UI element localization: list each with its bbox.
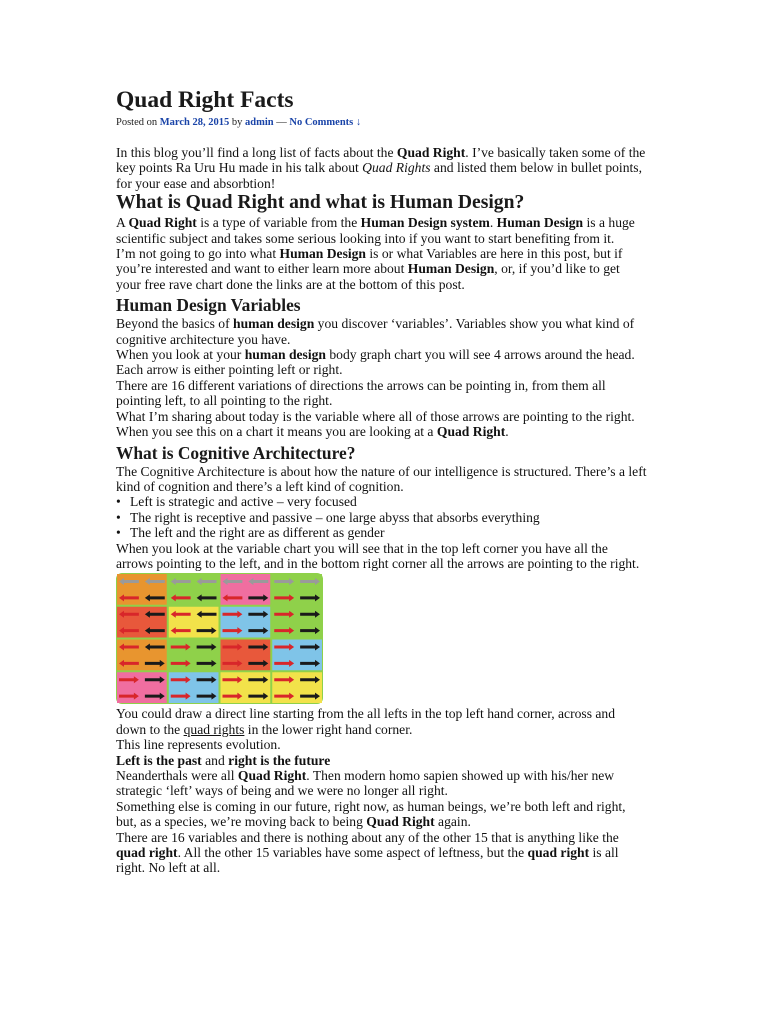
meta-dash: — <box>276 117 287 128</box>
s1-paragraph-1: A Quad Right is a type of variable from the Human Design system. Human Design is a huge scientific subject and takes some serious looking into if you want to start benefiting from it. <box>116 215 635 246</box>
grid-cell <box>117 574 167 605</box>
s2-paragraph-2: When you look at your human design body graph chart you will see 4 arrows around the head. Each arrow is either pointing left or right. <box>116 347 635 378</box>
heading-what-is-quad-right: What is Quad Right and what is Human Design? <box>116 192 525 214</box>
s3-paragraph-1: The Cognitive Architecture is about how the nature of our intelligence is structured. There’s a left kind of cognition and there’s a left kind of cognition. <box>116 463 647 494</box>
grid-cell <box>221 640 271 671</box>
after-paragraph-1: You could draw a direct line starting from the all lefts in the top left hand corner, across and down to the quad rights in the lower right hand corner. <box>116 706 616 737</box>
after-paragraph-3: Left is the past and right is the future <box>116 752 331 768</box>
s2-paragraph-1: Beyond the basics of human design you discover ‘variables’. Variables show you what kind of cognitive architecture you have. <box>116 316 635 347</box>
author-link[interactable]: admin <box>245 117 274 128</box>
list-item: • Left is strategic and active – very focused <box>116 494 648 509</box>
comments-link[interactable]: No Comments ↓ <box>289 117 362 128</box>
post-meta <box>116 116 648 129</box>
grid-cell <box>169 640 219 671</box>
grid-cell <box>221 574 271 605</box>
variable-chart-image <box>116 573 323 704</box>
post-title: Quad Right Facts <box>116 87 294 113</box>
grid-cell <box>221 607 271 638</box>
after-paragraph-2: This line represents evolution. <box>116 737 281 753</box>
grid-cell <box>272 640 322 671</box>
list-item: • The right is receptive and passive – one large abyss that absorbs everything <box>116 510 648 525</box>
s2-paragraph-3: There are 16 different variations of directions the arrows can be pointing in, from them all pointing left, to all pointing to the right. <box>116 377 606 409</box>
bullet-list <box>116 494 648 540</box>
grid-cell <box>272 673 322 704</box>
s2-paragraph-4: What I’m sharing about today is the variable where all of those arrows are pointing to the right. When you see this on a chart it means you are looking at a Quad Right. <box>116 408 635 440</box>
grid-cell <box>117 607 167 638</box>
after-paragraph-4: Neanderthals were all Quad Right. Then modern homo sapien showed up with his/her new strategic ‘left’ ways of being and we were no longer all right. <box>116 767 615 799</box>
grid-cell <box>272 607 322 638</box>
intro-paragraph: In this blog you’ll find a long list of facts about the Quad Right. I’ve basically taken some of the key points Ra Uru Hu made in his talk about Quad Rights and listed them below in bullet points, for your ease and absorbtion! <box>116 145 646 191</box>
grid-cell <box>169 574 219 605</box>
after-paragraph-5: Something else is coming in our future, right now, as human beings, we’re both left and right, but, as a species, we’re moving back to being Quad Right again. <box>116 798 626 830</box>
after-paragraph-6: There are 16 variables and there is nothing about any of the other 15 that is anything like the quad right. All the other 15 variables have some aspect of leftness, but the quad right is all right. No left at all. <box>116 829 619 876</box>
list-item: • The left and the right are as different as gender <box>116 525 648 540</box>
heading-cognitive-architecture: What is Cognitive Architecture? <box>116 442 356 463</box>
grid-cell <box>221 673 271 704</box>
quad-rights-link[interactable]: quad rights <box>183 721 245 737</box>
s3-paragraph-2: When you look at the variable chart you will see that in the top left corner you have all the arrows pointing to the left, and in the bottom right corner all the arrows are pointing to the right. <box>116 540 640 571</box>
posted-on-label: Posted on <box>116 117 158 128</box>
heading-human-design-variables: Human Design Variables <box>116 295 301 316</box>
grid-cell <box>169 607 219 638</box>
grid-cell <box>117 640 167 671</box>
by-label: by <box>231 117 243 128</box>
post-date-link[interactable]: March 28, 2015 <box>159 117 230 128</box>
blog-post <box>116 86 648 876</box>
grid-cell <box>272 574 322 605</box>
grid-cell <box>117 673 167 704</box>
grid-cell <box>169 673 219 704</box>
s1-paragraph-2: I’m not going to go into what Human Design is or what Variables are here in this post, but if you’re interested and want to either learn more about Human Design, or, if you’d like to get your free rave chart done the links are at the bottom of this post. <box>116 246 623 292</box>
